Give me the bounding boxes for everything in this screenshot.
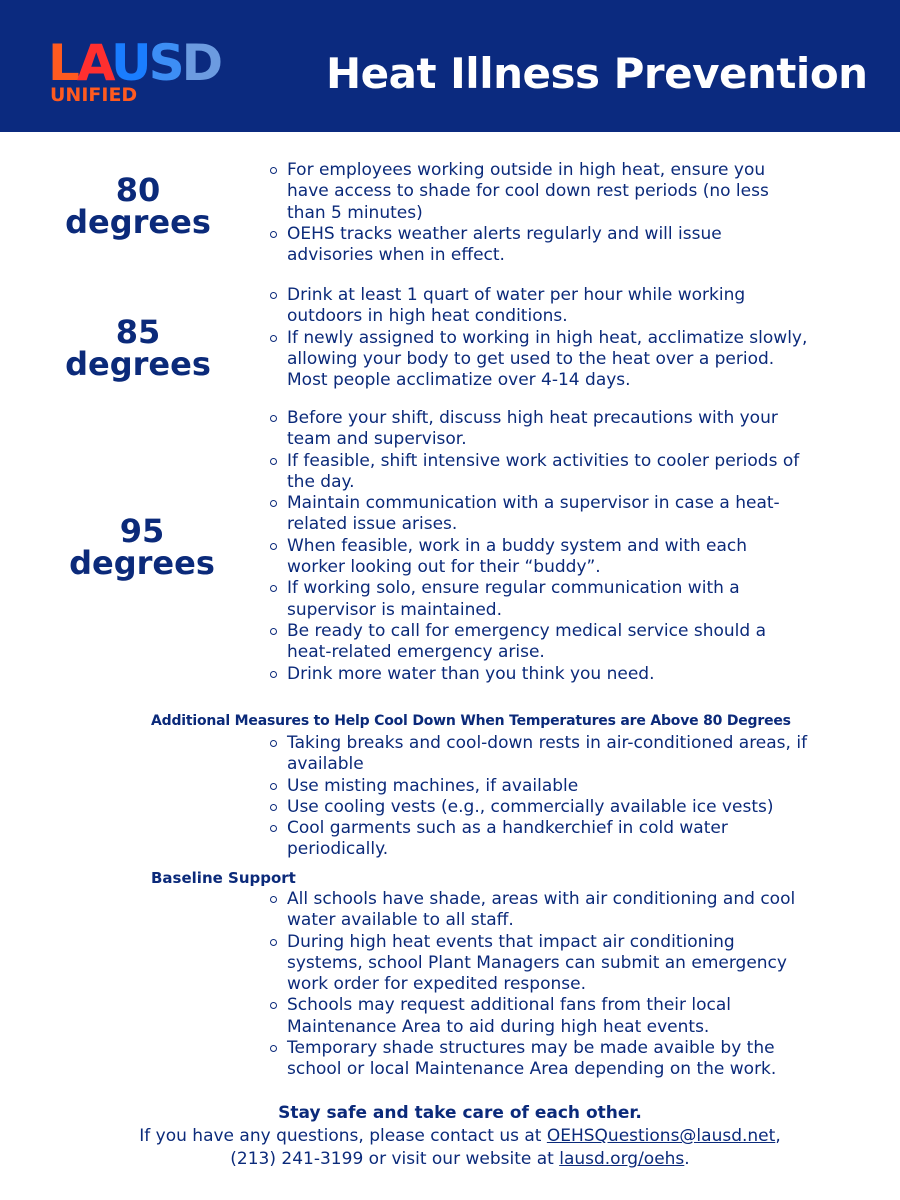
- header-banner: [0, 0, 900, 132]
- phone-text: (213) 241-3199 or visit our website at: [230, 1149, 560, 1169]
- footer: [80, 1102, 840, 1171]
- email-link[interactable]: OEHSQuestions@lausd.net: [546, 1126, 776, 1146]
- list-item: Cool garments such as a handkerchief in cold water periodically.: [270, 818, 810, 861]
- logo-subtitle: UNIFIED: [50, 84, 138, 106]
- lausd-logo: [48, 34, 263, 108]
- list-item: Before your shift, discuss high heat precautions with your team and supervisor.: [270, 408, 810, 451]
- website-link[interactable]: lausd.org/oehs: [559, 1149, 685, 1169]
- additional-measures-list: [270, 733, 810, 861]
- temperature-unit: degrees: [69, 544, 215, 582]
- page-title: Heat Illness Prevention: [326, 49, 868, 98]
- logo-wordmark: [48, 34, 221, 92]
- temperature-unit: degrees: [65, 345, 211, 383]
- bullet-list-80: [270, 160, 810, 266]
- bullet-list-95: [270, 408, 810, 685]
- list-item: Drink at least 1 quart of water per hour while working outdoors in high heat conditions.: [270, 285, 810, 328]
- temperature-number: 85: [115, 313, 161, 351]
- list-item: If working solo, ensure regular communication with a supervisor is maintained.: [270, 578, 810, 621]
- list-item: Be ready to call for emergency medical service should a heat-related emergency arise.: [270, 621, 810, 664]
- contact-text: If you have any questions, please contact us at: [139, 1126, 547, 1146]
- temperature-label-80: [38, 171, 238, 241]
- list-item: If feasible, shift intensive work activities to cooler periods of the day.: [270, 451, 810, 494]
- logo-letter: A: [76, 34, 112, 92]
- list-item: For employees working outside in high heat, ensure you have access to shade for cool down rest periods (no less than 5 minutes): [270, 160, 810, 224]
- logo-letter: S: [148, 34, 182, 92]
- list-item: Temporary shade structures may be made avaible by the school or local Maintenance Area depending on the work.: [270, 1038, 810, 1081]
- additional-measures-heading: Additional Measures to Help Cool Down When Temperatures are Above 80 Degrees: [151, 713, 791, 729]
- list-item: Use cooling vests (e.g., commercially available ice vests): [270, 797, 810, 818]
- contact-line: [80, 1125, 840, 1148]
- list-item: When feasible, work in a buddy system and with each worker looking out for their “buddy”.: [270, 536, 810, 579]
- logo-letter: D: [181, 34, 221, 92]
- list-item: OEHS tracks weather alerts regularly and will issue advisories when in effect.: [270, 224, 810, 267]
- list-item: Drink more water than you think you need.: [270, 664, 810, 685]
- website-punctuation: .: [684, 1149, 690, 1169]
- logo-letter: U: [111, 34, 149, 92]
- temperature-number: 80: [115, 171, 161, 209]
- list-item: Schools may request additional fans from their local Maintenance Area to aid during high heat events.: [270, 995, 810, 1038]
- baseline-support-heading: Baseline Support: [151, 869, 296, 887]
- list-item: Taking breaks and cool-down rests in air-conditioned areas, if available: [270, 733, 810, 776]
- temperature-number: 95: [119, 512, 165, 550]
- temperature-label-95: [42, 512, 242, 582]
- list-item: All schools have shade, areas with air conditioning and cool water available to all staff.: [270, 889, 810, 932]
- baseline-support-list: [270, 889, 810, 1081]
- temperature-unit: degrees: [65, 203, 211, 241]
- logo-letter: L: [48, 34, 77, 92]
- temperature-label-85: [38, 313, 238, 383]
- list-item: Maintain communication with a supervisor in case a heat-related issue arises.: [270, 493, 810, 536]
- list-item: If newly assigned to working in high heat, acclimatize slowly, allowing your body to get used to the heat over a period. Most people acclimatize over 4-14 days.: [270, 328, 810, 392]
- list-item: During high heat events that impact air conditioning systems, school Plant Managers can submit an emergency work order for expedited response.: [270, 932, 810, 996]
- contact-punctuation: ,: [775, 1126, 781, 1146]
- closing-message: Stay safe and take care of each other.: [278, 1103, 642, 1123]
- website-line: [80, 1148, 840, 1171]
- list-item: Use misting machines, if available: [270, 776, 810, 797]
- bullet-list-85: [270, 285, 810, 391]
